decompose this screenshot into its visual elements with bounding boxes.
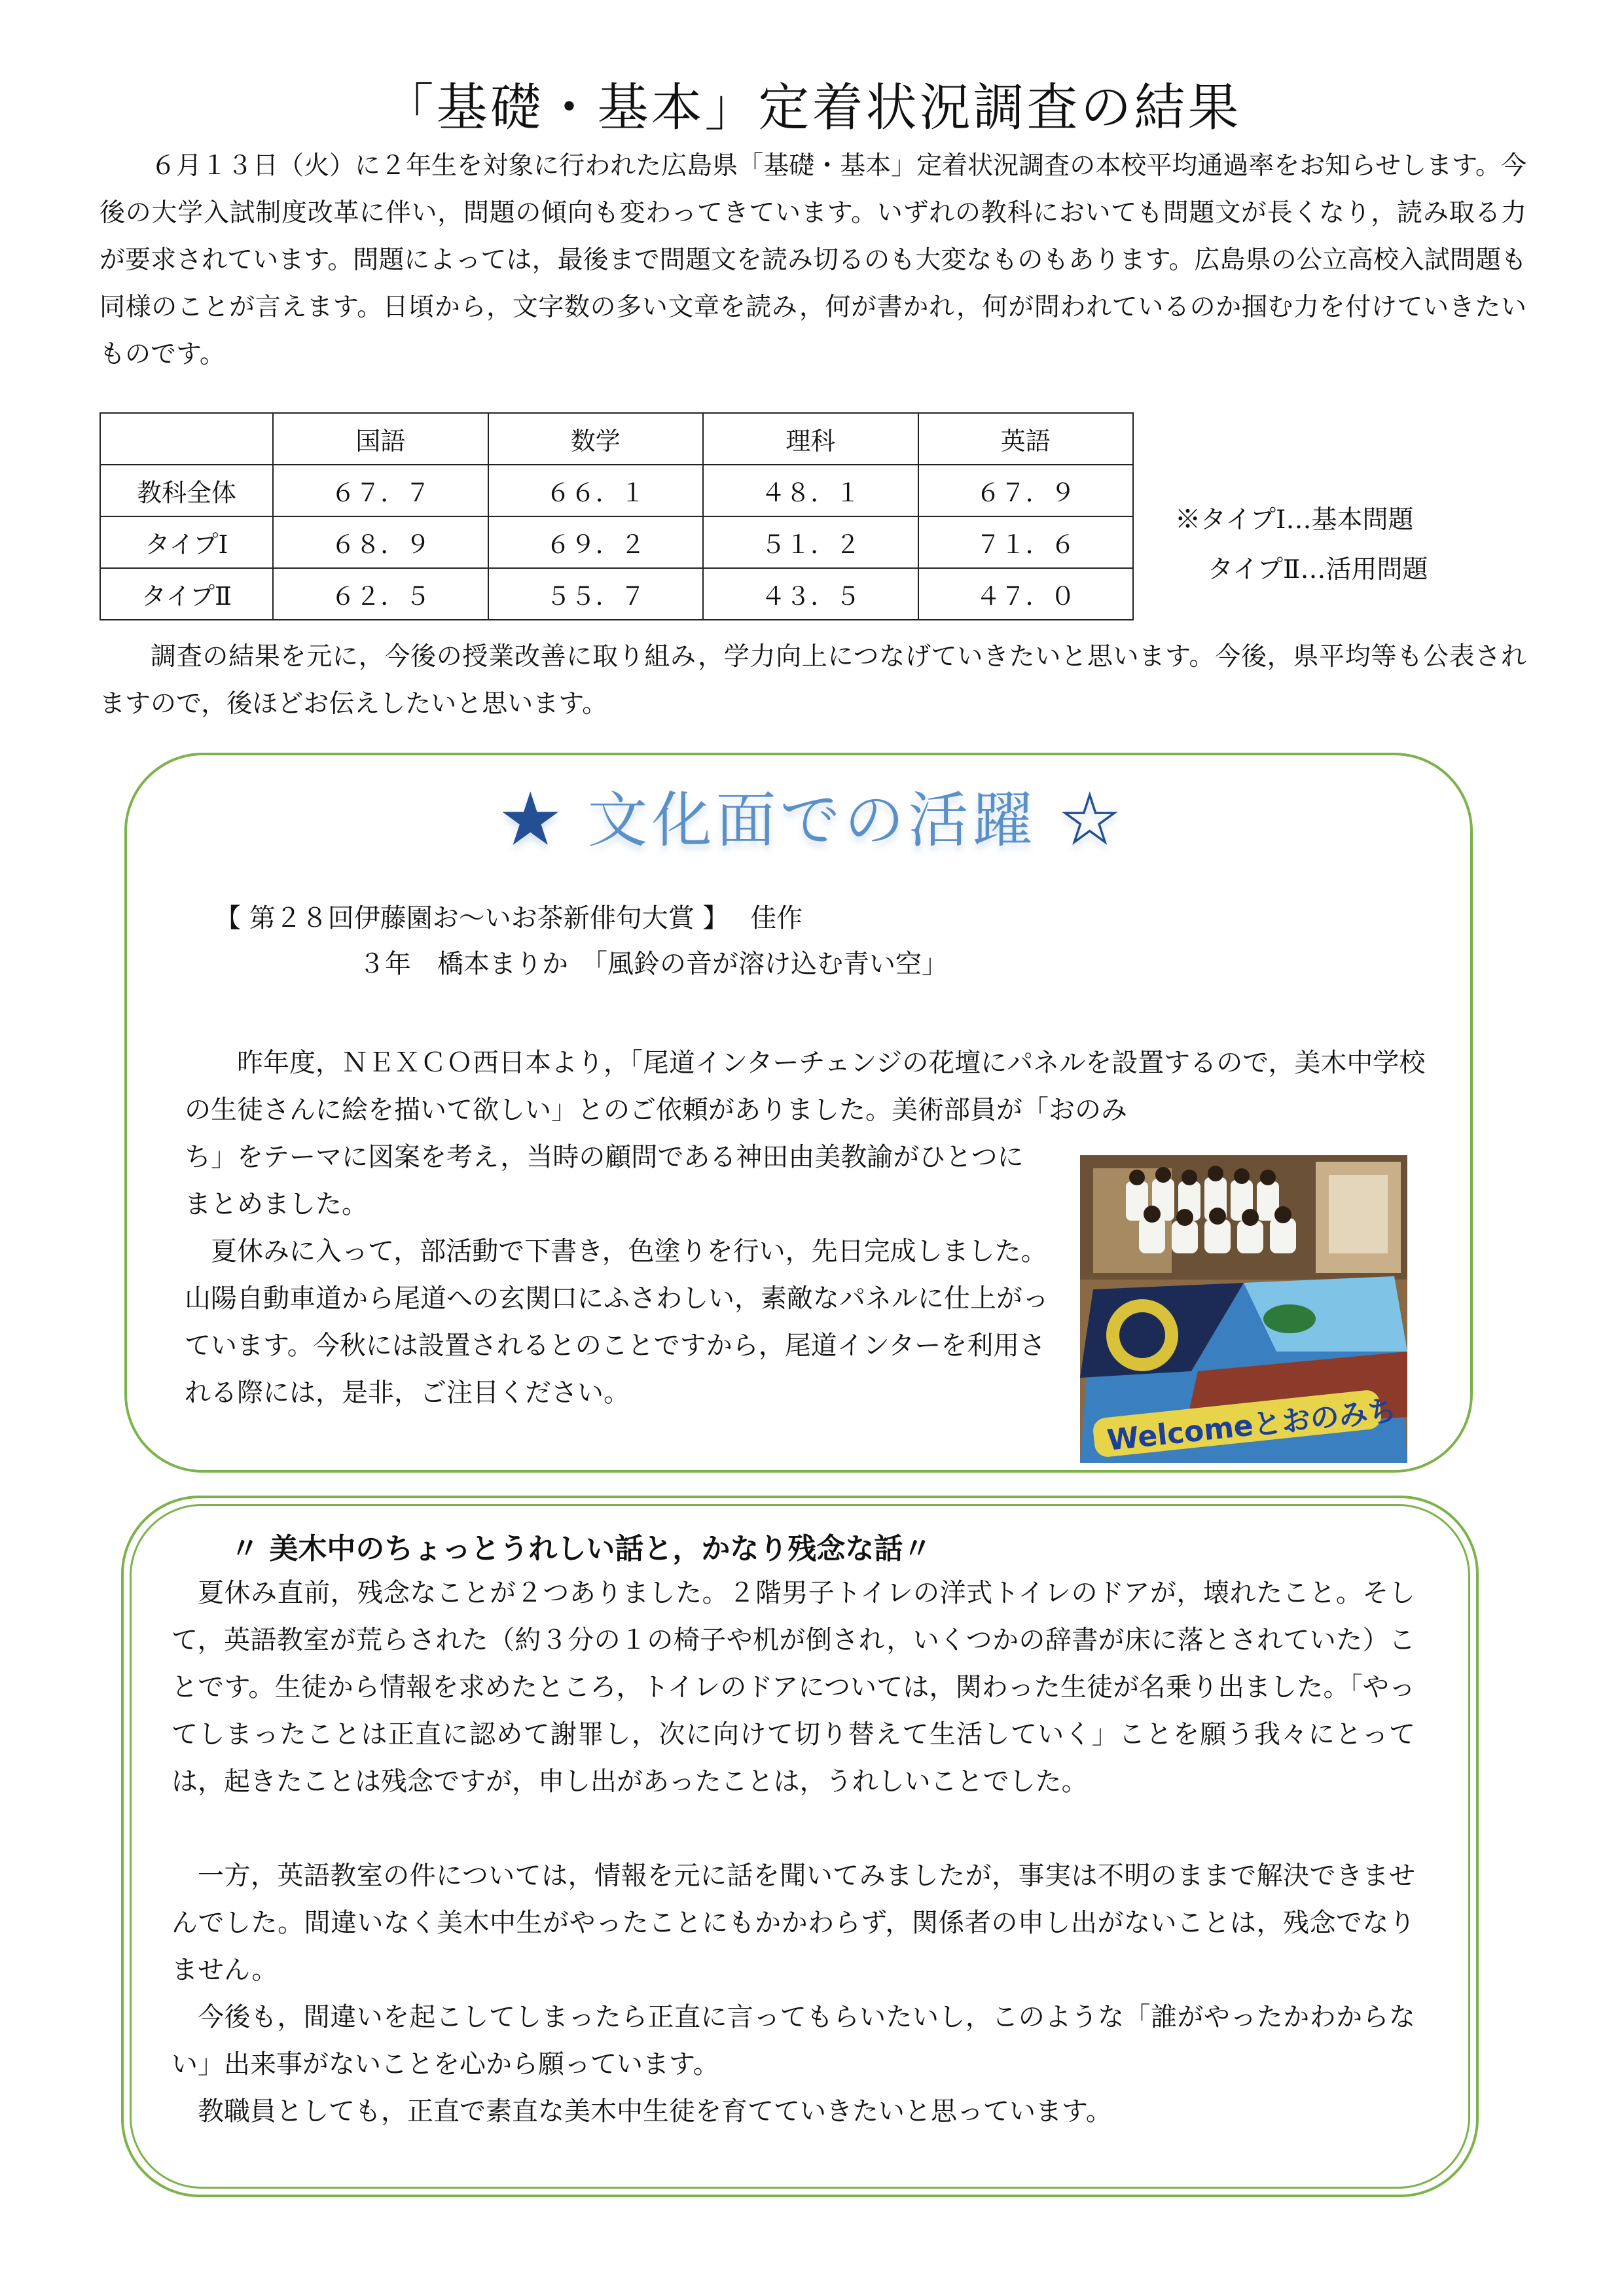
table-cell: ４３．５ — [703, 568, 918, 620]
table-cell: ４８．１ — [703, 465, 918, 516]
nexco-paragraph-continued — [185, 1134, 1049, 1416]
completion-paragraph: 夏休みに入って，部活動で下書き，色塗りを行い，先日完成しました。山陽自動車道から尾道への玄関口にふさわしい，素敵なパネルに仕上がっています。今秋には設置されるとのことですから，尾道インターを利用される際には，是非，ご注目ください。 — [185, 1236, 1049, 1408]
panel-photo-illustration — [1080, 1155, 1407, 1463]
row-label: タイプⅠ — [100, 516, 273, 568]
row-label: 教科全体 — [100, 465, 273, 516]
table-cell: ４７．０ — [918, 568, 1134, 620]
intro-paragraph: ６月１３日（火）に２年生を対象に行われた広島県「基礎・基本」定着状況調査の本校平均通過率をお知らせします。今後の大学入試制度改革に伴い，問題の傾向も変わってきています。いずれの教科においても問題文が長くなり，読み取る力が要求されています。問題によっては，最後まで問題文を読み切るのも大変なものもあります。広島県の公立高校入試問題も同様のことが言えます。日頃から，文字数の多い文章を読み，何が書かれ，何が問われているのか掴む力を付けていきたいものです。 — [99, 151, 1526, 369]
table-row — [100, 465, 1133, 516]
design-paragraph: ち」をテーマに図案を考え，当時の顧問である神田由美教諭がひとつにまとめました。 — [185, 1142, 1024, 1219]
story-paragraph: 今後も，間違いを起こしてしまったら正直に言ってもらいたいし，このような「誰がやったかわからない」出来事がないことを心から願っています。 — [171, 2002, 1415, 2079]
row-label: タイプⅡ — [100, 568, 273, 620]
table-cell: ６６．１ — [488, 465, 704, 516]
header-science: 理科 — [703, 413, 918, 465]
award-line: 【 第２８回伊藤園お～いお茶新俳句大賞 】 佳作 — [215, 903, 803, 933]
culture-heading — [0, 772, 1624, 859]
panel-photo-caption: Welcomeとおのみち — [1106, 1393, 1398, 1458]
star-outline-icon: ☆ — [1059, 785, 1124, 855]
story-paragraph: 一方，英語教室の件については，情報を元に話を聞いてみましたが，事実は不明のままで解決できませんでした。間違いなく美木中生がやったことにもかかわらず，関係者の申し出がないことは，残念でなりません。 — [171, 1861, 1415, 1985]
table-cell: ６９．２ — [488, 516, 704, 568]
story-paragraph: 教職員としても，正直で素直な美木中生徒を育てていきたいと思っています。 — [198, 2096, 1112, 2126]
header-japanese: 国語 — [273, 413, 488, 465]
after-table-paragraph: 調査の結果を元に，今後の授業改善に取り組み，学力向上につなげていきたいと思います。今後，県平均等も公表されますので，後ほどお伝えしたいと思います。 — [99, 642, 1526, 719]
table-row — [100, 516, 1133, 568]
panel-photo — [1080, 1155, 1407, 1463]
note-type-1: ※タイプⅠ…基本問題 — [1175, 505, 1414, 535]
table-row — [100, 568, 1133, 620]
table-cell: ６７．９ — [918, 465, 1134, 516]
story-title: 〃 美木中のちょっとうれしい話と，かなり残念な話〃 — [230, 1532, 932, 1566]
story-paragraph: 夏休み直前，残念なことが２つありました。２階男子トイレの洋式トイレのドアが，壊れたこと。そして，英語教室が荒らされた（約３分の１の椅子や机が倒され，いくつかの辞書が床に落とされていた）ことです。生徒から情報を求めたところ，トイレのドアについては，関わった生徒が名乗り出ました。「やってしまったことは正直に認めて謝罪し，次に向けて切り替えて生活していく」ことを願う我々にとっては，起きたことは残念ですが，申し出があったことは，うれしいことでした。 — [171, 1578, 1415, 1797]
note-type-2: タイプⅡ…活用問題 — [1208, 555, 1428, 584]
results-table — [99, 412, 1134, 620]
table-cell: ７１．６ — [918, 516, 1134, 568]
table-cell: ６２．５ — [273, 568, 488, 620]
nexco-paragraph: 昨年度，ＮＥＸＣＯ西日本より，「尾道インターチェンジの花壇にパネルを設置するので，美木中学校の生徒さんに絵を描いて欲しい」とのご依頼がありました。美術部員が「おのみ — [185, 1048, 1426, 1125]
culture-heading-text: 文化面での活躍 — [587, 785, 1037, 855]
page-title: 「基礎・基本」定着状況調査の結果 — [382, 79, 1242, 137]
table-cell: ５５．７ — [488, 568, 704, 620]
table-header-row — [100, 413, 1133, 465]
star-filled-icon: ★ — [500, 785, 565, 855]
winner-line: ３年 橋本まりか 「風鈴の音が溶け込む青い空」 — [359, 949, 948, 979]
table-corner-cell — [100, 413, 273, 465]
table-cell: ５１．２ — [703, 516, 918, 568]
table-cell: ６７．７ — [273, 465, 488, 516]
header-english: 英語 — [918, 413, 1134, 465]
table-cell: ６８．９ — [273, 516, 488, 568]
header-math: 数学 — [488, 413, 704, 465]
